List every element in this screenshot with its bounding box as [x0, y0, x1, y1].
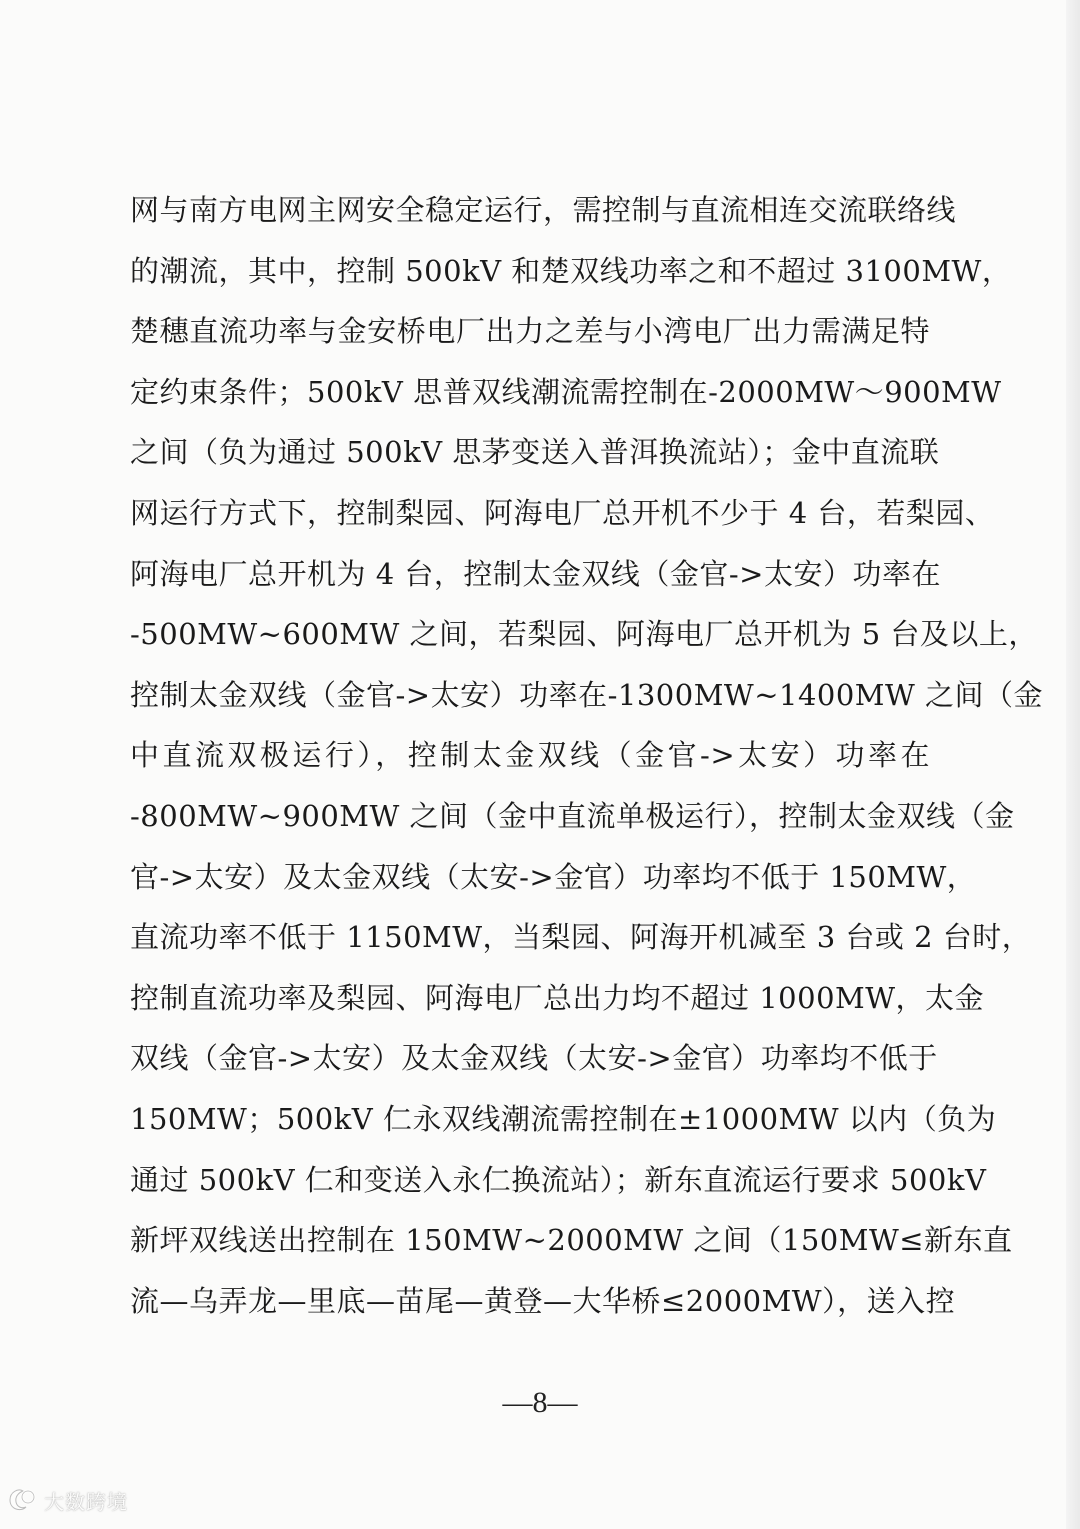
text-line: -500MW~600MW 之间，若梨园、阿海电厂总开机为 5 台及以上， [130, 617, 1038, 652]
text-line: 阿海电厂总开机为 4 台，控制太金双线（金官->太安）功率在 [130, 556, 941, 591]
text-line: 流—乌弄龙—里底—苗尾—黄登—大华桥≤2000MW），送入控 [130, 1283, 956, 1318]
text-line: 的潮流，其中，控制 500kV 和楚双线功率之和不超过 3100MW， [130, 253, 1012, 288]
text-line: -800MW~900MW 之间（金中直流单极运行），控制太金双线（金 [130, 798, 1015, 833]
text-line: 双线（金官->太安）及太金双线（太安->金官）功率均不低于 [130, 1041, 938, 1076]
text-line: 直流功率不低于 1150MW，当梨园、阿海开机减至 3 台或 2 台时， [130, 920, 1032, 955]
text-line: 新坪双线送出控制在 150MW~2000MW 之间（150MW≤新东直 [130, 1223, 1013, 1258]
text-line: 150MW；500kV 仁永双线潮流需控制在±1000MW 以内（负为 [130, 1101, 997, 1136]
text-line: 控制直流功率及梨园、阿海电厂总出力均不超过 1000MW，太金 [130, 980, 985, 1015]
watermark-text: 大数跨境 [44, 1489, 128, 1514]
brand-logo-icon [6, 1485, 40, 1515]
text-line: 网与南方电网主网安全稳定运行，需控制与直流相连交流联络线 [130, 193, 957, 227]
text-line: 之间（负为通过 500kV 思茅变送入普洱换流站）；金中直流联 [130, 435, 940, 470]
text-line: 中直流双极运行），控制太金双线（金官->太安）功率在 [130, 738, 930, 773]
text-line: 官->太安）及太金双线（太安->金官）功率均不低于 150MW， [130, 859, 977, 894]
watermark [6, 1483, 128, 1517]
text-line: 控制太金双线（金官->太安）功率在-1300MW~1400MW 之间（金 [130, 677, 1044, 712]
body-paragraph [130, 180, 1044, 1331]
text-line: 定约束条件；500kV 思普双线潮流需控制在-2000MW～900MW [130, 374, 1002, 409]
text-line: 通过 500kV 仁和变送入永仁换流站）；新东直流运行要求 500kV [130, 1162, 987, 1197]
text-line: 楚穗直流功率与金安桥电厂出力之差与小湾电厂出力需满足特 [130, 314, 930, 349]
page-edge-shadow [1066, 0, 1080, 1529]
page-number: —8— [502, 1386, 578, 1419]
text-line: 网运行方式下，控制梨园、阿海电厂总开机不少于 4 台，若梨园、 [130, 495, 995, 530]
